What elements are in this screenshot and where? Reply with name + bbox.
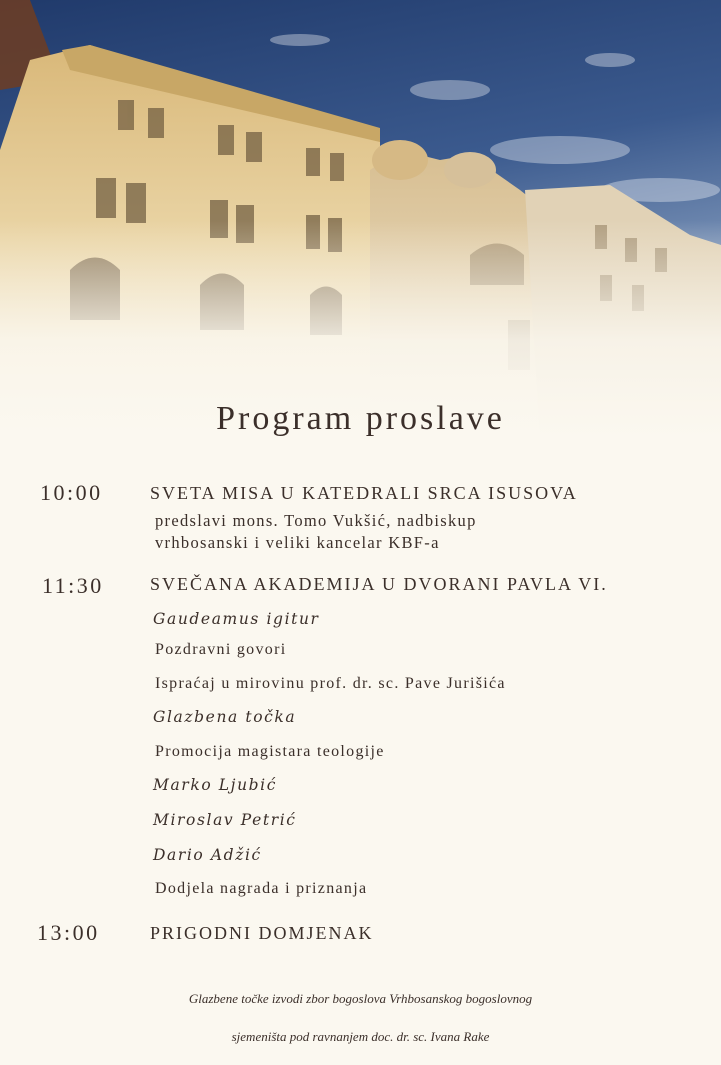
event-subtitle: vrhbosanski i veliki kancelar KBF-a — [155, 533, 440, 552]
footnote-line: sjemeništa pod ravnanjem doc. dr. sc. Ivana Rake — [231, 1029, 490, 1044]
program-item: Promocija magistara teologije — [155, 743, 385, 760]
footnote — [0, 970, 721, 1065]
program-item: Gaudeamus igitur — [153, 610, 320, 628]
graduate-name: Dario Adžić — [153, 846, 262, 864]
footnote-line: Glazbene točke izvodi zbor bogoslova Vrhbosanskog bogoslovnog — [188, 991, 533, 1006]
event-heading: SVETA MISA U KATEDRALI SRCA ISUSOVA — [150, 483, 578, 503]
hero-illustration — [0, 0, 721, 440]
cathedral-watercolor-image — [0, 0, 721, 440]
graduate-name: Miroslav Petrić — [153, 811, 297, 829]
program-item: Pozdravni govori — [155, 641, 287, 658]
event-heading: SVEČANA AKADEMIJA U DVORANI PAVLA VI. — [150, 574, 608, 594]
page-title: Program proslave — [216, 400, 505, 437]
event-time: 10:00 — [40, 480, 103, 505]
program-item: Dodjela nagrada i priznanja — [155, 880, 368, 897]
event-time: 13:00 — [37, 920, 100, 945]
event-time: 11:30 — [42, 573, 104, 598]
program-item: Glazbena točka — [153, 708, 297, 726]
program-item: Ispraćaj u mirovinu prof. dr. sc. Pave Jurišića — [155, 675, 506, 692]
graduate-name: Marko Ljubić — [153, 776, 278, 794]
event-subtitle: predslavi mons. Tomo Vukšić, nadbiskup — [155, 511, 477, 530]
event-heading: PRIGODNI DOMJENAK — [150, 923, 374, 943]
